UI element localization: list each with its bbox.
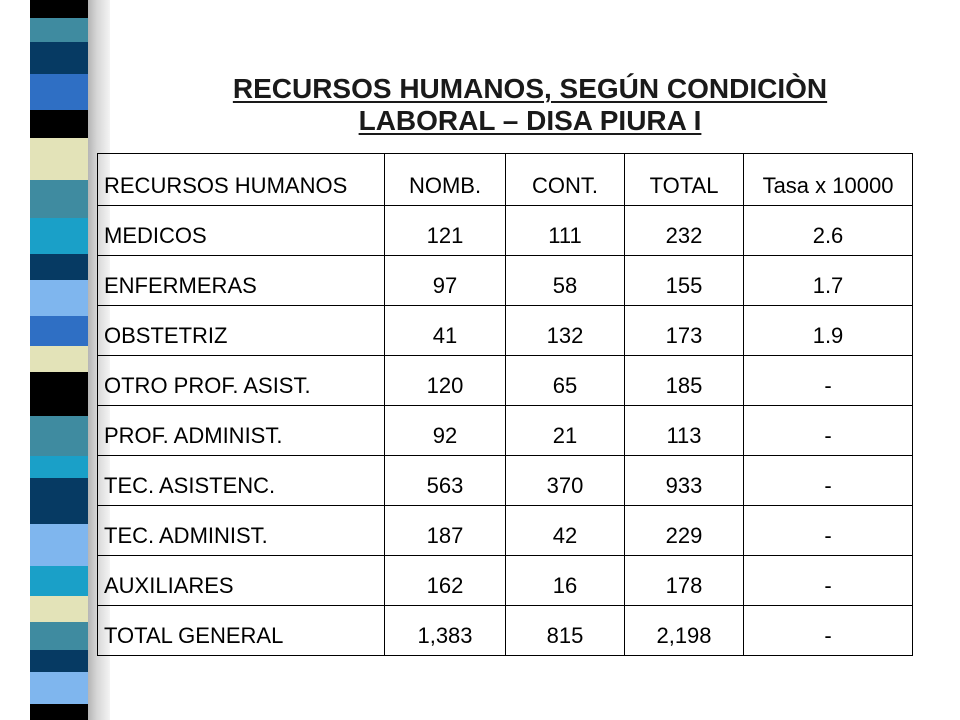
title-line-2: LABORAL – DISA PIURA I	[358, 105, 702, 136]
cell-tasa: -	[744, 456, 913, 506]
stripe-block	[30, 672, 88, 704]
stripe-block	[30, 524, 88, 566]
header-cell: CONT.	[506, 154, 625, 206]
cell-total: 229	[625, 506, 744, 556]
cell-cont: 111	[506, 206, 625, 256]
row-label: PROF. ADMINIST.	[98, 406, 385, 456]
cell-nomb: 563	[385, 456, 506, 506]
row-label: OTRO PROF. ASIST.	[98, 356, 385, 406]
cell-cont: 815	[506, 606, 625, 656]
cell-total: 933	[625, 456, 744, 506]
row-label: OBSTETRIZ	[98, 306, 385, 356]
cell-cont: 370	[506, 456, 625, 506]
cell-cont: 16	[506, 556, 625, 606]
cell-cont: 58	[506, 256, 625, 306]
stripe-block	[30, 218, 88, 254]
stripe-block	[30, 478, 88, 524]
cell-nomb: 41	[385, 306, 506, 356]
row-label: ENFERMERAS	[98, 256, 385, 306]
title-line-1: RECURSOS HUMANOS, SEGÚN CONDICIÒN	[232, 73, 828, 104]
stripe-block	[30, 254, 88, 280]
cell-nomb: 92	[385, 406, 506, 456]
cell-tasa: -	[744, 606, 913, 656]
stripe-block	[30, 280, 88, 316]
stripe-block	[30, 704, 88, 720]
stripe-block	[30, 110, 88, 138]
header-cell: TOTAL	[625, 154, 744, 206]
stripe-block	[30, 622, 88, 650]
row-label: TEC. ASISTENC.	[98, 456, 385, 506]
cell-total: 178	[625, 556, 744, 606]
stripe-block	[30, 316, 88, 346]
header-cell: Tasa x 10000	[744, 154, 913, 206]
cell-tasa: -	[744, 556, 913, 606]
cell-tasa: -	[744, 506, 913, 556]
decorative-stripe	[30, 0, 88, 720]
stripe-block	[30, 416, 88, 456]
table-row	[98, 506, 913, 556]
cell-nomb: 162	[385, 556, 506, 606]
table-row	[98, 606, 913, 656]
row-label: AUXILIARES	[98, 556, 385, 606]
stripe-block	[30, 0, 88, 18]
table-row	[98, 456, 913, 506]
cell-cont: 42	[506, 506, 625, 556]
cell-total: 113	[625, 406, 744, 456]
table-row	[98, 306, 913, 356]
stripe-block	[30, 650, 88, 672]
cell-tasa: -	[744, 356, 913, 406]
cell-tasa: -	[744, 406, 913, 456]
cell-tasa: 1.9	[744, 306, 913, 356]
cell-total: 155	[625, 256, 744, 306]
stripe-block	[30, 346, 88, 372]
stripe-block	[30, 596, 88, 622]
header-cell: RECURSOS HUMANOS	[98, 154, 385, 206]
cell-nomb: 121	[385, 206, 506, 256]
cell-nomb: 120	[385, 356, 506, 406]
stripe-block	[30, 138, 88, 180]
row-label: MEDICOS	[98, 206, 385, 256]
table-row	[98, 206, 913, 256]
cell-cont: 21	[506, 406, 625, 456]
cell-total: 2,198	[625, 606, 744, 656]
stripe-block	[30, 74, 88, 110]
cell-tasa: 2.6	[744, 206, 913, 256]
table-row	[98, 406, 913, 456]
human-resources-table	[97, 153, 913, 656]
stripe-block	[30, 372, 88, 416]
cell-nomb: 187	[385, 506, 506, 556]
cell-tasa: 1.7	[744, 256, 913, 306]
stripe-block	[30, 180, 88, 218]
header-cell: NOMB.	[385, 154, 506, 206]
cell-cont: 132	[506, 306, 625, 356]
slide-title	[160, 73, 900, 137]
table-row	[98, 356, 913, 406]
stripe-block	[30, 456, 88, 478]
row-label: TEC. ADMINIST.	[98, 506, 385, 556]
table-row	[98, 556, 913, 606]
stripe-block	[30, 18, 88, 42]
stripe-block	[30, 42, 88, 74]
stripe-block	[30, 566, 88, 596]
cell-nomb: 97	[385, 256, 506, 306]
cell-nomb: 1,383	[385, 606, 506, 656]
cell-total: 232	[625, 206, 744, 256]
cell-total: 185	[625, 356, 744, 406]
row-label: TOTAL GENERAL	[98, 606, 385, 656]
cell-total: 173	[625, 306, 744, 356]
table-row	[98, 256, 913, 306]
cell-cont: 65	[506, 356, 625, 406]
table-header-row	[98, 154, 913, 206]
